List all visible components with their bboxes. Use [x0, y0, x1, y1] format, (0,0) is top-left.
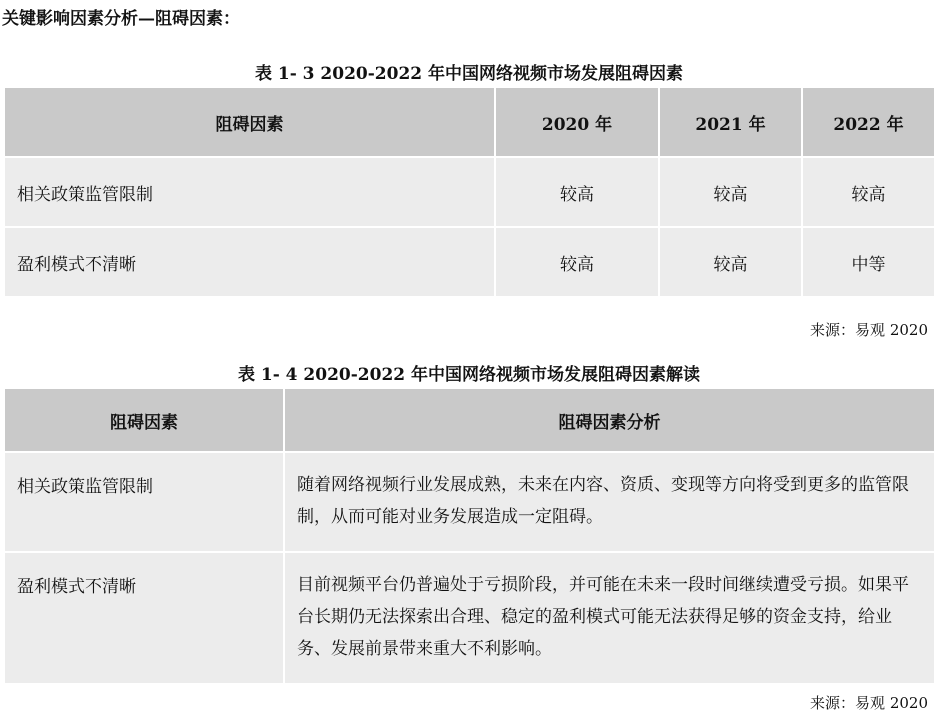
column-header-2021: 2021 年: [659, 87, 802, 157]
factor-cell: 相关政策监管限制: [4, 157, 495, 227]
level-cell-2020: 较高: [495, 227, 659, 297]
column-header-2020: 2020 年: [495, 87, 659, 157]
column-header-analysis: 阻碍因素分析: [284, 388, 935, 452]
level-cell-2022: 较高: [802, 157, 935, 227]
level-cell-2022: 中等: [802, 227, 935, 297]
factor-cell: 相关政策监管限制: [4, 452, 284, 552]
barrier-factors-table: [3, 86, 936, 298]
column-header-factor: 阻碍因素: [4, 388, 284, 452]
level-cell-2021: 较高: [659, 227, 802, 297]
factor-cell: 盈利模式不清晰: [4, 552, 284, 684]
table-row: [4, 227, 935, 297]
table-row: [4, 157, 935, 227]
table1-caption: 表 1- 3 2020-2022 年中国网络视频市场发展阻碍因素: [254, 64, 684, 84]
table-row: [4, 452, 935, 552]
table2-source: 来源：易观 2020: [810, 694, 928, 712]
section-heading: 关键影响因素分析—阻碍因素：: [2, 9, 240, 29]
analysis-cell: 目前视频平台仍普遍处于亏损阶段，并可能在未来一段时间继续遭受亏损。如果平台长期仍无法探索出合理、稳定的盈利模式可能无法获得足够的资金支持，给业务、发展前景带来重大不利影响。: [284, 552, 935, 684]
column-header-factor: 阻碍因素: [4, 87, 495, 157]
level-cell-2020: 较高: [495, 157, 659, 227]
table-header-row: [4, 87, 935, 157]
table-header-row: [4, 388, 935, 452]
barrier-analysis-table: [3, 387, 936, 685]
table-row: [4, 552, 935, 684]
level-cell-2021: 较高: [659, 157, 802, 227]
table2-caption: 表 1- 4 2020-2022 年中国网络视频市场发展阻碍因素解读: [237, 365, 701, 385]
table1-source: 来源：易观 2020: [810, 321, 928, 339]
analysis-cell: 随着网络视频行业发展成熟，未来在内容、资质、变现等方向将受到更多的监管限制，从而可能对业务发展造成一定阻碍。: [284, 452, 935, 552]
column-header-2022: 2022 年: [802, 87, 935, 157]
factor-cell: 盈利模式不清晰: [4, 227, 495, 297]
